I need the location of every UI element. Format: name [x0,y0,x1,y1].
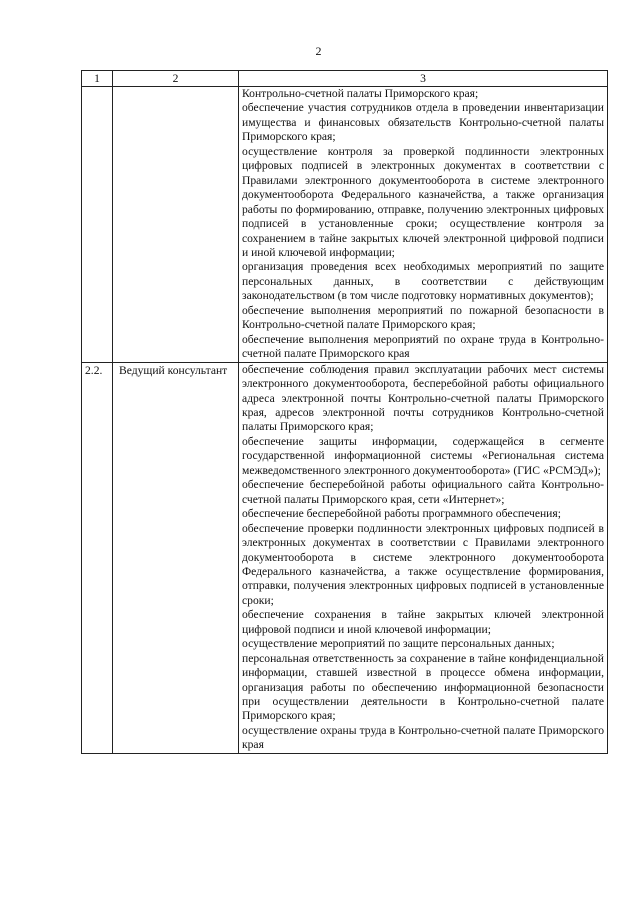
duties-cell [239,87,608,363]
duty-paragraph: обеспечение соблюдения правил эксплуатации рабочих мест системы электронного документооборота, бесперебойной работы официального адреса электронной почты Контрольно-счетной палаты Приморского края, адресов электронной почты сотрудников Контрольно-счетной палаты Приморского края; [242,362,604,434]
duty-paragraph: персональная ответственность за сохранение в тайне конфиденциальной информации, ставшей известной в процессе обмена информации, организация работы по обеспечению информационной безопасности при осуществлении деятельности в Контрольно-счетной палате Приморского края; [242,651,604,723]
row-number [85,87,109,88]
duty-paragraph: Контрольно-счетной палаты Приморского края; [242,87,479,100]
row-number: 2.2. [85,363,103,377]
page-number: 2 [315,44,322,58]
duty-paragraph: обеспечение бесперебойной работы официального сайта Контрольно-счетной палаты Приморского края, сети «Интернет»; [242,478,604,506]
duty-paragraph: обеспечение защиты информации, содержащейся в сегменте государственной информационной системы «Региональная система межведомственного электронного документооборота» (ГИС «РСМЭД»); [242,434,604,477]
duty-paragraph: обеспечение проверки подлинности электронных цифровых подписей в электронных документах в соответствии с Правилами электронного документооборота в системе электронного документооборота Федерального казначейства, а также осуществление формирования, отправки, получения электронных цифровых подписей в установленные сроки; [242,521,604,607]
duty-paragraph: организация проведения всех необходимых мероприятий по защите персональных данных, в соответствии с действующим законодательством (в том числе подготовку нормативных документов); [242,260,604,303]
duty-paragraph: осуществление охраны труда в Контрольно-счетной палате Приморского края [242,723,604,752]
duty-paragraph: обеспечение сохранения в тайне закрытых ключей электронной цифровой подписи и иной ключевой информации; [242,608,604,636]
table-row [82,362,608,753]
header-cell-1: 1 [82,71,113,87]
table-header-row [82,71,608,87]
duties-table [81,70,608,754]
position-title [116,87,235,88]
header-cell-3: 3 [239,71,608,87]
row-number-cell [82,87,113,363]
position-cell [113,87,239,363]
table-row [82,87,608,363]
duty-paragraph: обеспечение выполнения мероприятий по пожарной безопасности в Контрольно-счетной палате Приморского края; [242,303,604,332]
duty-paragraph: обеспечение выполнения мероприятий по охране труда в Контрольно-счетной палате Приморского края [242,332,604,361]
position-cell [113,362,239,753]
duty-paragraph: обеспечение бесперебойной работы программного обеспечения; [242,507,561,521]
row-number-cell [82,362,113,753]
position-title: Ведущий консультант [119,363,228,377]
duty-paragraph: осуществление контроля за проверкой подлинности электронных цифровых подписей в электронных документах в соответствии с Правилами электронного документооборота в системе электронного документооборота Федерального казначейства, а также организация работы по формированию, отправке, получению электронных цифровых подписей в установленные сроки; осуществление контроля за сохранением в тайне закрытых ключей электронной цифровой подписи и иной ключевой информации; [242,144,604,259]
duties-cell [239,362,608,753]
duty-paragraph: обеспечение участия сотрудников отдела в проведении инвентаризации имущества и финансовых обязательств Контрольно-счетной палаты Приморского края; [242,101,604,144]
duty-paragraph: осуществление мероприятий по защите персональных данных; [242,637,555,651]
header-cell-2: 2 [113,71,239,87]
